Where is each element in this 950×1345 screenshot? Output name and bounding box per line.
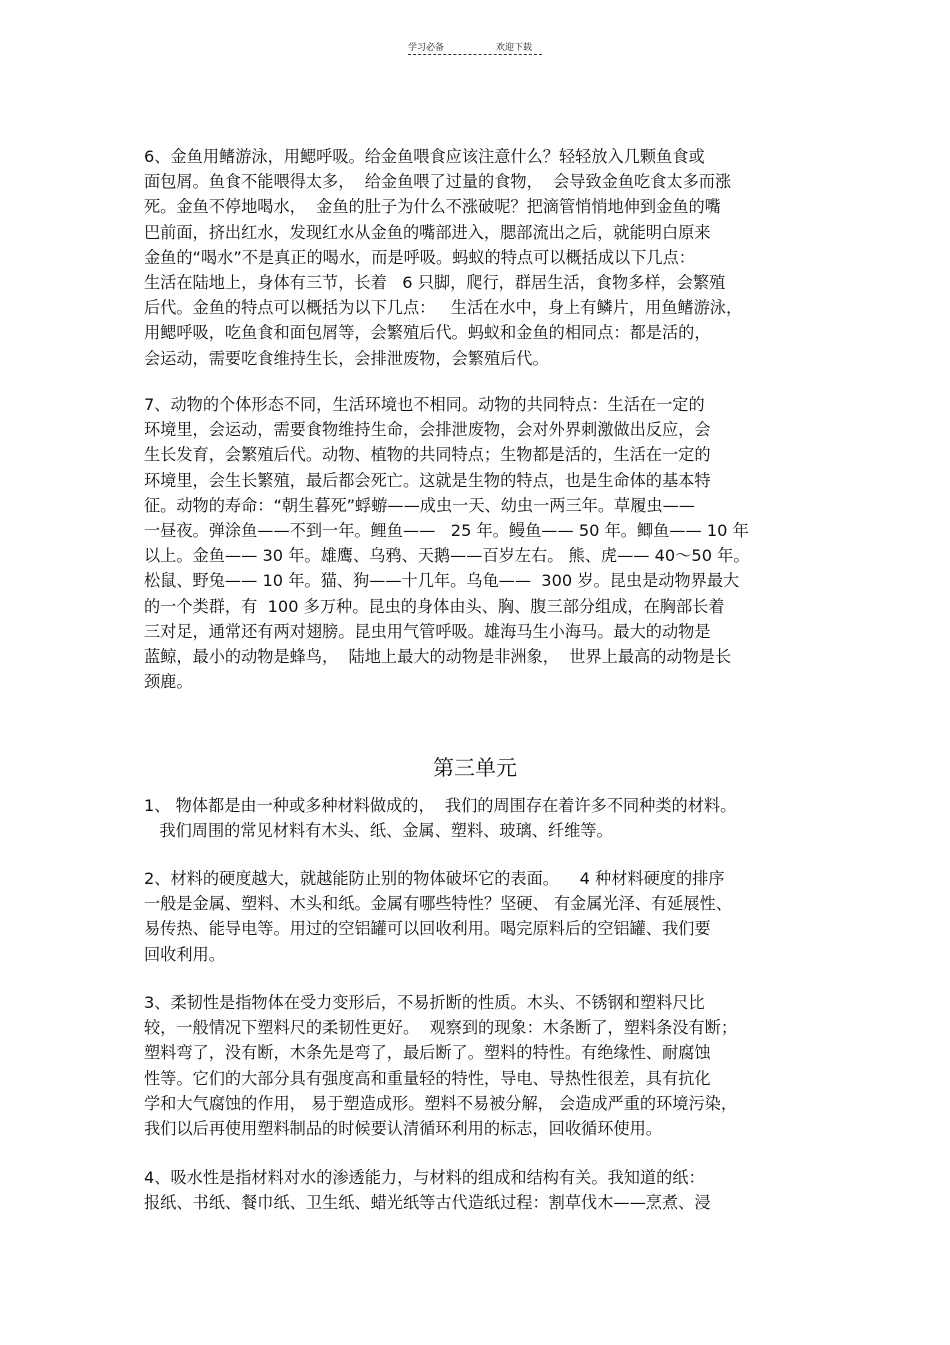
- header-divider: [408, 54, 542, 55]
- text-line: 生长发育，会繁殖后代。动物、植物的共同特点；生物都是活的，生活在一定的: [144, 445, 711, 465]
- text-line: 学和大气腐蚀的作用， 易于塑造成形。塑料不易被分解， 会造成严重的环境污染，: [144, 1093, 738, 1113]
- text-line: 颈鹿。: [144, 672, 193, 692]
- paragraph-6: [144, 144, 814, 371]
- text-line: 后代。金鱼的特点可以概括为以下几点： 生活在水中，身上有鳞片，用鱼鳍游泳，: [144, 298, 743, 318]
- text-line: 环境里，会生长繁殖，最后都会死亡。这就是生物的特点，也是生命体的基本特: [144, 470, 711, 490]
- text-line: 用鳃呼吸，吃鱼食和面包屑等，会繁殖后代。蚂蚁和金鱼的相同点：都是活的，: [144, 323, 711, 343]
- text-line: 面包屑。鱼食不能喂得太多， 给金鱼喂了过量的食物， 会导致金鱼吃食太多而涨: [144, 172, 732, 192]
- paragraph-1: [144, 793, 814, 843]
- text-line: 性等。它们的大部分具有强度高和重量轻的特性，导电、导热性很差，具有抗化: [144, 1068, 711, 1088]
- paragraph-3: [144, 990, 814, 1141]
- text-line: 易传热、能导电等。用过的空铝罐可以回收利用。喝完原料后的空铝罐、我们要: [144, 919, 711, 939]
- text-line: 会运动，需要吃食维持生长，会排泄废物，会繁殖后代。: [144, 348, 549, 368]
- text-line: 的一个类群，有 100 多万种。昆虫的身体由头、胸、腹三部分组成，在胸部长着: [144, 596, 725, 616]
- text-line: 报纸、书纸、餐巾纸、卫生纸、蜡光纸等古代造纸过程：割草伐木——烹煮、浸: [144, 1193, 711, 1213]
- text-line: 一般是金属、塑料、木头和纸。金属有哪些特性？坚硬、 有金属光泽、有延展性、: [144, 894, 732, 914]
- text-line: 蓝鲸，最小的动物是蜂鸟， 陆地上最大的动物是非洲象， 世界上最高的动物是长: [144, 647, 732, 667]
- text-line: 一昼夜。弹涂鱼——不到一年。鲤鱼—— 25 年。鳗鱼—— 50 年。鲫鱼—— 10 年: [144, 521, 749, 541]
- text-line: 4、吸水性是指材料对水的渗透能力，与材料的组成和结构有关。我知道的纸：: [144, 1168, 705, 1187]
- text-line: 征。动物的寿命：“朝生暮死”蜉蝣——成虫一天、幼虫一两三年。草履虫——: [144, 495, 695, 515]
- text-line: 生活在陆地上，身体有三节，长着 6 只脚，爬行，群居生活，食物多样，会繁殖: [144, 273, 726, 293]
- text-line: 6、金鱼用鳍游泳，用鳃呼吸。给金鱼喂食应该注意什么？轻轻放入几颗鱼食或: [144, 147, 705, 166]
- text-line: 3、柔韧性是指物体在受力变形后，不易折断的性质。木头、不锈钢和塑料尺比: [144, 993, 705, 1012]
- text-line: 巴前面，挤出红水，发现红水从金鱼的嘴部进入，腮部流出之后，就能明白原来: [144, 222, 711, 242]
- text-line: 以上。金鱼—— 30 年。雄鹰、乌鸦、天鹅——百岁左右。 熊、虎—— 40～50 年。: [144, 546, 750, 566]
- paragraph-7: [144, 392, 814, 694]
- text-line: 三对足，通常还有两对翅膀。昆虫用气管呼吸。雄海马生小海马。最大的动物是: [144, 621, 711, 641]
- text-line: 金鱼的“喝水”不是真正的喝水，而是呼吸。蚂蚁的特点可以概括成以下几点：: [144, 247, 695, 267]
- text-line: 塑料弯了，没有断，木条先是弯了，最后断了。塑料的特性。有绝缘性、耐腐蚀: [144, 1043, 711, 1063]
- text-line: 环境里，会运动，需要食物维持生命，会排泄废物，会对外界刺激做出反应，会: [144, 420, 711, 440]
- text-line: 1、 物体都是由一种或多种材料做成的， 我们的周围存在着许多不同种类的材料。: [144, 796, 737, 815]
- text-line: 死。金鱼不停地喝水， 金鱼的肚子为什么不涨破呢？把滴管悄悄地伸到金鱼的嘴: [144, 197, 721, 217]
- section-title: 第三单元: [433, 756, 517, 780]
- text-line: 我们以后再使用塑料制品的时候要认清循环利用的标志，回收循环使用。: [144, 1119, 662, 1139]
- text-line: 松鼠、野兔—— 10 年。猫、狗——十几年。乌龟—— 300 岁。昆虫是动物界最大: [144, 571, 740, 591]
- header-left-text: 学习必备: [408, 43, 445, 53]
- text-line: 我们周围的常见材料有木头、纸、金属、塑料、玻璃、纤维等。: [144, 821, 613, 841]
- text-line: 2、材料的硬度越大，就越能防止别的物体破坏它的表面。 4 种材料硬度的排序: [144, 869, 725, 888]
- paragraph-2: [144, 866, 814, 967]
- text-line: 回收利用。: [144, 944, 225, 964]
- header-right-text: 欢迎下载: [496, 43, 533, 53]
- paragraph-4: [144, 1165, 814, 1215]
- text-line: 7、动物的个体形态不同，生活环境也不相同。动物的共同特点：生活在一定的: [144, 395, 705, 414]
- page-header: [408, 40, 548, 60]
- text-line: 较，一般情况下塑料尺的柔韧性更好。 观察到的现象：木条断了，塑料条没有断；: [144, 1018, 738, 1038]
